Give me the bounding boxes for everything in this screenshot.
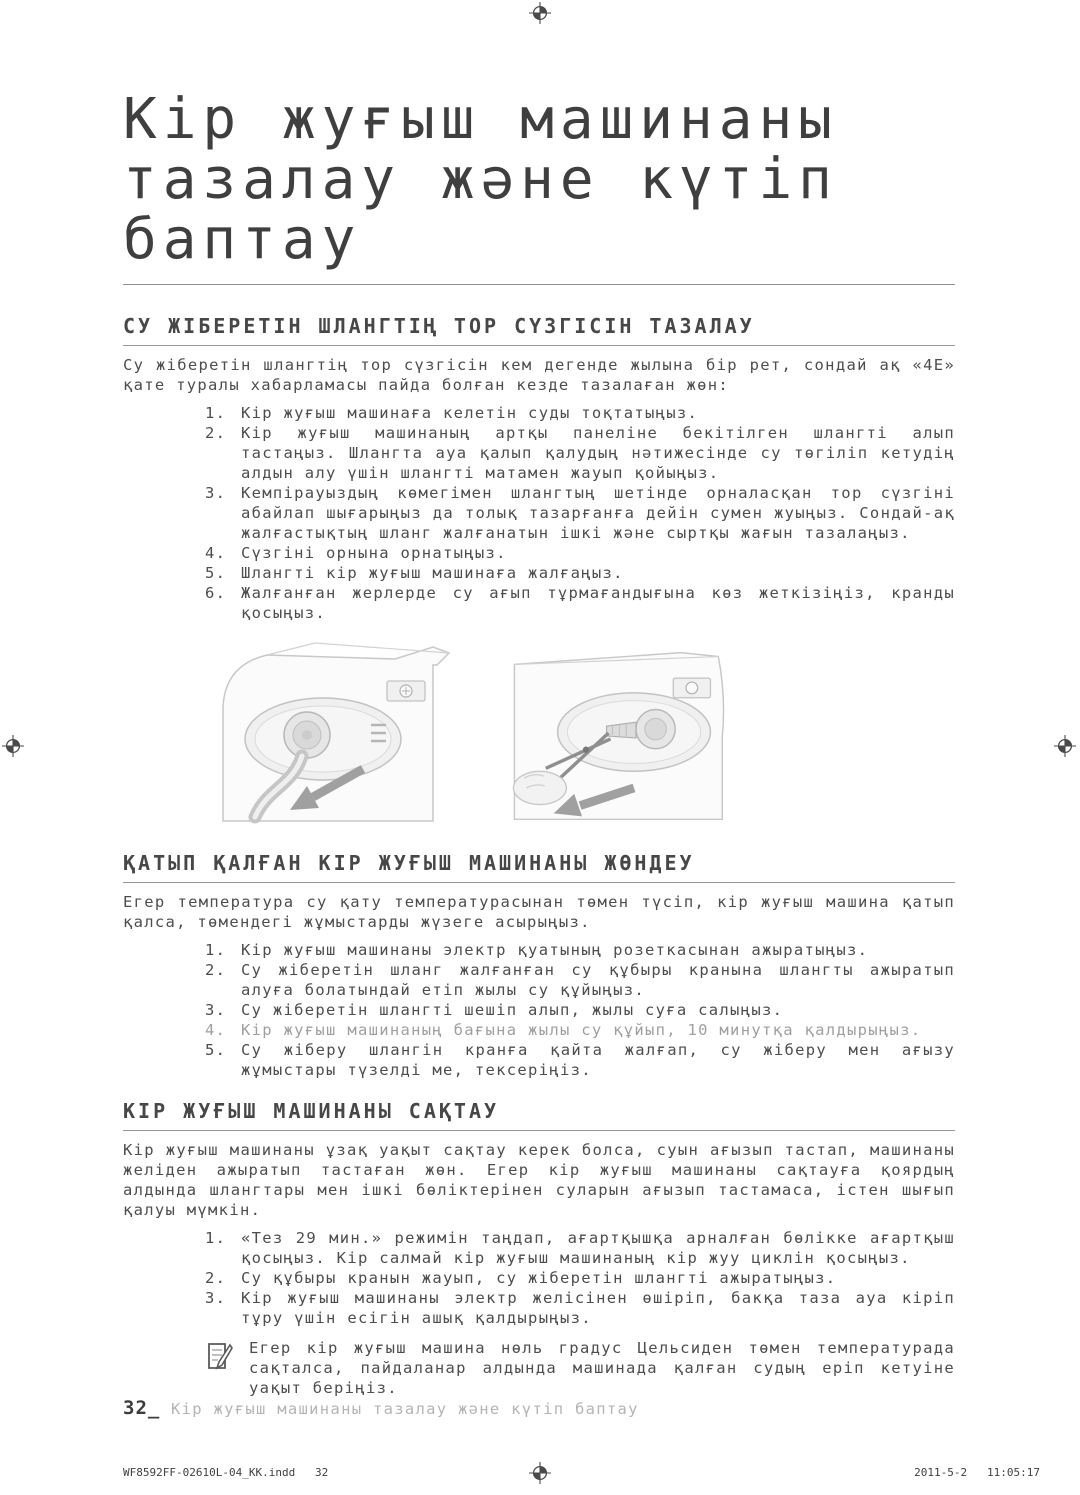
step-item: Жалғанған жерлерде су ағып тұрмағандығына көз жеткізіңіз, кранды қосыңыз. [241,584,955,622]
note-text: Егер кір жуғыш машина нөль градус Цельсиден төмен температурада сақталса, пайдаланар алдында машинада қалған судың еріп кетуіне уақыт беріңіз. [249,1339,955,1397]
print-file-name: WF8592FF-02610L-04_KK.indd 32 [123,1466,329,1479]
section-intro: Егер температура су қату температурасынан төмен түсіп, кір жуғыш машина қатып қалса, төмендегі жұмыстарды жүзеге асырыңыз. [123,893,955,931]
step-item: Су жіберетін шлангті шешіп алып, жылы суға салыңыз. [241,1001,784,1019]
step-item: Кір жуғыш машинаның артқы панеліне бекітілген шлангті алып тастаңыз. Шлангта ауа қалып қалудың нәтижесінде су төгіліп кетудің алдын алу үшін шлангті матамен жауып қойыңыз. [241,424,955,482]
page-content [123,0,955,1398]
section-intro: Кір жуғыш машинаны ұзақ уақыт сақтау керек болса, суын ағызып тастап, машинаны желіден ажыратып тастаған жөн. Егер кір жуғыш машинаны сақтауға қоярдың алдында шлангтары мен ішкі бөліктерінен суларын ағызып тастамаса, істен шығып қалуы мүмкін. [123,1141,955,1219]
step-item: Шлангті кір жуғыш машинаға жалғаңыз. [241,564,624,582]
section-heading: ҚАТЫП ҚАЛҒАН КІР ЖУҒЫШ МАШИНАНЫ ЖӨНДЕУ [123,852,955,883]
page-number: 32_ [123,1397,161,1419]
step-item: Кір жуғыш машинаның бағына жылы су құйып, 10 минутқа қалдырыңыз. [241,1021,922,1039]
footer-breadcrumb: Кір жуғыш машинаны тазалау және күтіп баптау [160,1400,639,1418]
page-title [123,87,955,285]
registration-mark-bottom [529,1462,551,1484]
step-item: Су жіберетін шланг жалғанған су құбыры кранына шлангты ажыратып алуға болатындай етіп жылы су құйыңыз. [241,961,955,999]
step-item: Кемпірауыздың көмегімен шлангтың шетінде орналасқан тор сүзгіні абайлап шығарыңыз да толық тазарғанға дейін сумен жуыңыз. Сондай-ақ жалғастықтың шланг жалғанатын ішкі және сыртқы жағын тазалаңыз. [241,484,955,542]
title-line: Кір жуғыш машинаны [123,87,838,152]
step-item: Су жіберу шлангін кранға қайта жалғап, су жіберу мен ағызу жұмыстары түзелді ме, тексеріңіз. [241,1041,955,1079]
section-frozen-machine-repair [123,852,955,1080]
title-line: баптау [123,207,362,272]
steps-list [205,1228,955,1328]
steps-list [205,403,955,623]
registration-mark-left [2,735,24,757]
note-block [205,1338,955,1398]
illustrations-row [205,637,955,832]
note-icon [205,1340,233,1372]
step-item: «Тез 29 мин.» режимін таңдап, ағартқышқа арналған бөлікке ағартқыш қосыңыз. Кір салмай кір жуғыш машинаның кір жуу циклін қосыңыз. [241,1229,955,1267]
step-item: Сүзгіні орнына орнатыңыз. [241,544,507,562]
step-item: Су құбыры кранын жауып, су жіберетін шлангті ажыратыңыз. [241,1269,837,1287]
section-heading: СУ ЖІБЕРЕТІН ШЛАНГТІҢ ТОР СҮЗГІСІН ТАЗАЛАУ [123,315,955,346]
step-item: Кір жуғыш машинаға келетін суды тоқтатыңыз. [241,404,699,422]
illustration-filter-cleaning [485,637,735,832]
section-inlet-filter-cleaning [123,315,955,832]
step-item: Кір жуғыш машинаны электр қуатының розеткасынан ажыратыңыз. [241,941,869,959]
section-heading: КІР ЖУҒЫШ МАШИНАНЫ САҚТАУ [123,1100,955,1131]
steps-list [205,940,955,1080]
illustration-hose-removal [205,637,455,832]
step-item: Кір жуғыш машинаны электр желісінен өшіріп, бакқа таза ауа кіріп тұру үшін есігін ашық қалдырыңыз. [241,1289,955,1327]
registration-mark-right [1054,735,1076,757]
print-timestamp: 2011-5-2 11:05:17 [914,1466,1040,1479]
section-intro: Су жіберетін шлангтің тор сүзгісін кем дегенде жылына бір рет, сондай ақ «4E» қате туралы хабарламасы пайда болған кезде тазалаған жөн: [123,356,955,394]
title-line: тазалау және күтіп [123,147,838,212]
page-footer [123,1398,639,1419]
section-machine-storage [123,1100,955,1398]
